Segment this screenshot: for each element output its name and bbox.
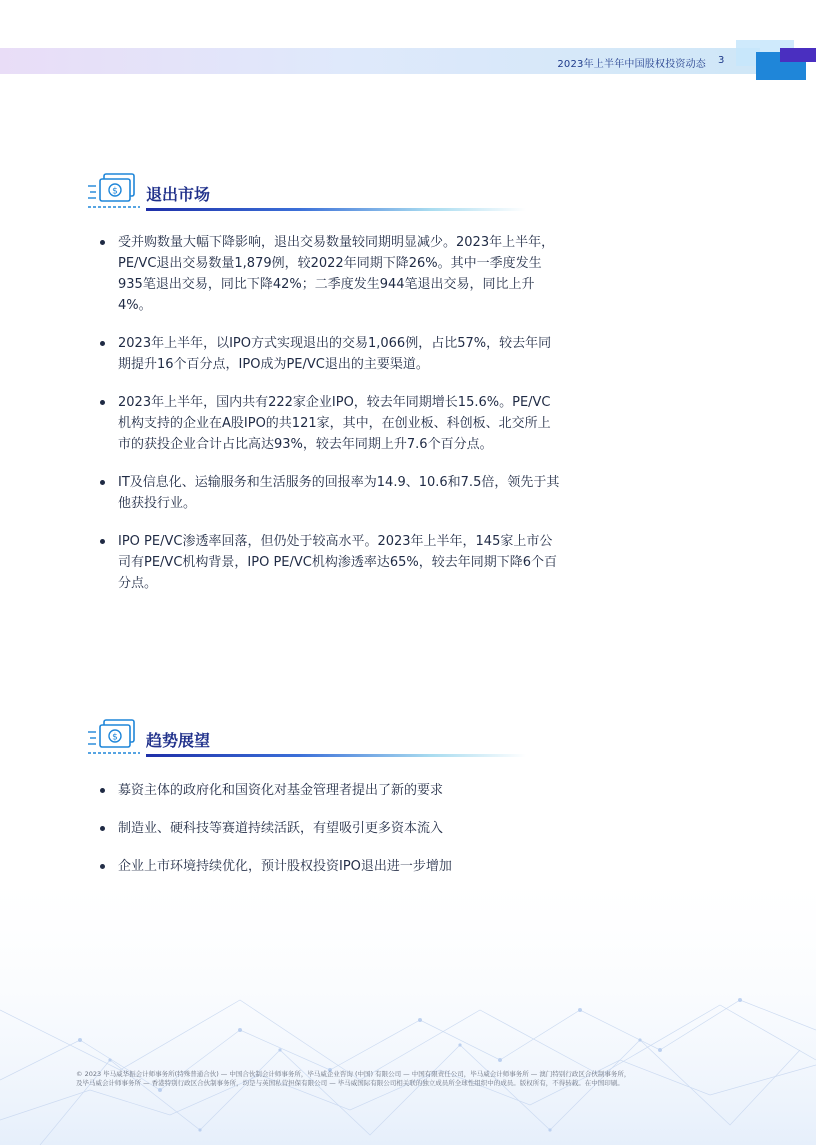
page-number: 3 <box>718 55 725 66</box>
copyright-footer <box>76 1070 756 1088</box>
list-item: 2023年上半年，国内共有222家企业IPO，较去年同期增长15.6%。PE/VC机构支持的企业在A股IPO的共121家，其中，在创业板、科创板、北交所上市的获投企业合计占比高达93%，较去年同期上升7.6个百分点。 <box>100 392 560 455</box>
section-heading-exit <box>86 172 546 212</box>
list-item: 受并购数量大幅下降影响，退出交易数量较同期明显减少。2023年上半年，PE/VC退出交易数量1,879例，较2022年同期下降26%。其中一季度发生935笔退出交易，同比下降42%；二季度发生944笔退出交易，同比上升4%。 <box>100 232 560 316</box>
header-decoration <box>780 48 816 62</box>
footer-line: 及毕马威会计师事务所 — 香港特别行政区合伙制事务所，均是与英国私营担保有限公司 — 毕马威国际有限公司相关联的独立成员所全球性组织中的成员。版权所有，不得转载。在中国印刷。 <box>76 1079 624 1087</box>
svg-text:$: $ <box>112 732 118 743</box>
list-item: 2023年上半年，以IPO方式实现退出的交易1,066例，占比57%，较去年同期提升16个百分点，IPO成为PE/VC退出的主要渠道。 <box>100 333 560 375</box>
footer-line: © 2023 毕马威华振会计师事务所(特殊普通合伙) — 中国合伙制会计师事务所，毕马威企业咨询 (中国) 有限公司 — 中国有限责任公司，毕马威会计师事务所 — 澳门特别行政区合伙制事务所， <box>76 1070 631 1078</box>
header-title: 2023年上半年中国股权投资动态 <box>557 59 706 70</box>
section-heading-trend <box>86 718 546 758</box>
list-item: IPO PE/VC渗透率回落，但仍处于较高水平。2023年上半年，145家上市公司有PE/VC机构背景，IPO PE/VC机构渗透率达65%，较去年同期下降6个百分点。 <box>100 531 560 594</box>
exit-bullet-list <box>100 232 560 611</box>
section-title: 退出市场 <box>146 185 211 204</box>
list-item: 募资主体的政府化和国资化对基金管理者提出了新的要求 <box>100 780 560 801</box>
svg-text:$: $ <box>112 186 118 197</box>
list-item: 制造业、硬科技等赛道持续活跃，有望吸引更多资本流入 <box>100 818 560 839</box>
section-divider <box>146 754 526 757</box>
section-title: 趋势展望 <box>146 731 211 750</box>
section-divider <box>146 208 526 211</box>
list-item: IT及信息化、运输服务和生活服务的回报率为14.9、10.6和7.5倍，领先于其他获投行业。 <box>100 472 560 514</box>
money-report-icon <box>86 718 142 758</box>
money-report-icon <box>86 172 142 212</box>
network-background-graphic <box>0 860 816 1145</box>
